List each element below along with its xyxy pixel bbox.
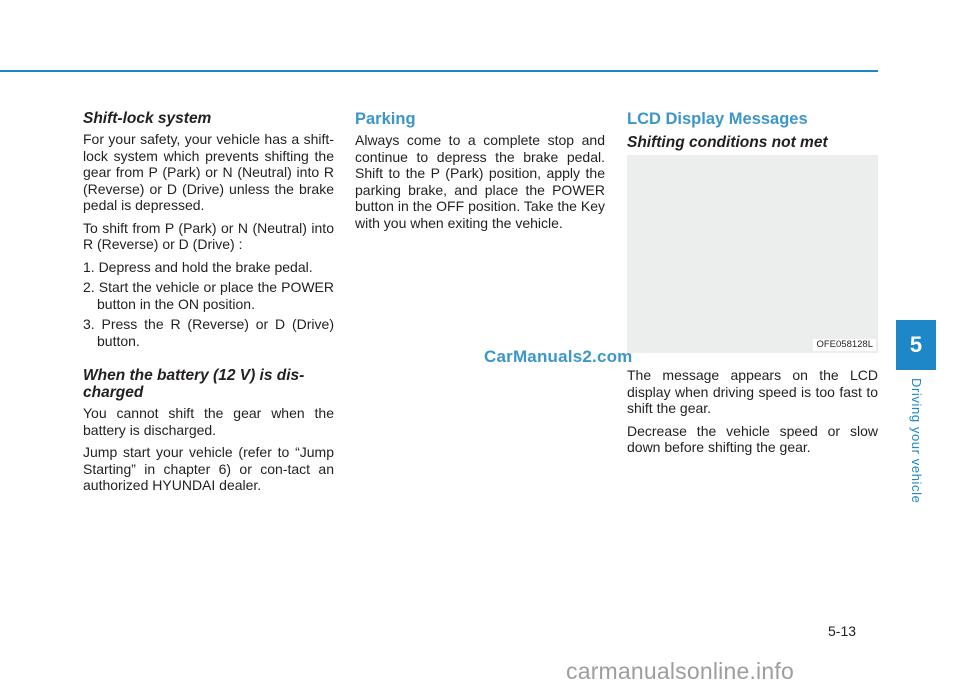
footer-watermark: carmanualsonline.info [566, 658, 794, 684]
column-middle [355, 110, 605, 237]
lcd-messages-title: LCD Display Messages [627, 110, 808, 128]
top-rule [0, 70, 878, 72]
shift-lock-paragraph-1: For your safety, your vehicle has a shift-lock system which prevents shifting the gear from P (Park) or N (Neutral) into R (Reverse) or D (Drive) unless the brake pedal is depressed. [83, 131, 334, 213]
shift-lock-title: Shift-lock system [83, 110, 212, 127]
shifting-conditions-title: Shifting conditions not met [627, 134, 828, 151]
lcd-paragraph-2: Decrease the vehicle speed or slow down before shifting the gear. [627, 422, 878, 455]
column-left [83, 110, 334, 500]
battery-title: When the battery (12 V) is dis-charged [83, 367, 305, 401]
chapter-tab [896, 320, 936, 370]
step-item-3: 3. Press the R (Reverse) or D (Drive) button. [83, 316, 334, 349]
page-number: 5-13 [828, 623, 857, 639]
step-item-1: 1. Depress and hold the brake pedal. [83, 258, 313, 275]
step-item-2: 2. Start the vehicle or place the POWER button in the ON position. [83, 279, 334, 312]
column-right [627, 110, 878, 462]
carmanuals-watermark: CarManuals2.com [484, 347, 633, 366]
battery-paragraph-1: You cannot shift the gear when the battery is discharged. [83, 405, 334, 438]
battery-paragraph-2: Jump start your vehicle (refer to “Jump Starting” in chapter 6) or con-tact an authorized HYUNDAI dealer. [83, 444, 334, 493]
parking-title: Parking [355, 110, 416, 128]
chapter-title: Driving your vehicle [909, 378, 924, 504]
figure-code: OFE058128L [813, 339, 876, 351]
lcd-paragraph-1: The message appears on the LCD display when driving speed is too fast to shift the gear. [627, 367, 878, 416]
parking-paragraph: Always come to a complete stop and continue to depress the brake pedal. Shift to the P (Park) position, apply the parking brake, and place the POWER button in the OFF position. Take the Key with you when exiting the vehicle. [355, 132, 605, 231]
shift-lock-paragraph-2: To shift from P (Park) or N (Neutral) into R (Reverse) or D (Drive) : [83, 219, 334, 252]
chapter-number: 5 [909, 332, 923, 357]
lcd-figure [627, 155, 878, 353]
